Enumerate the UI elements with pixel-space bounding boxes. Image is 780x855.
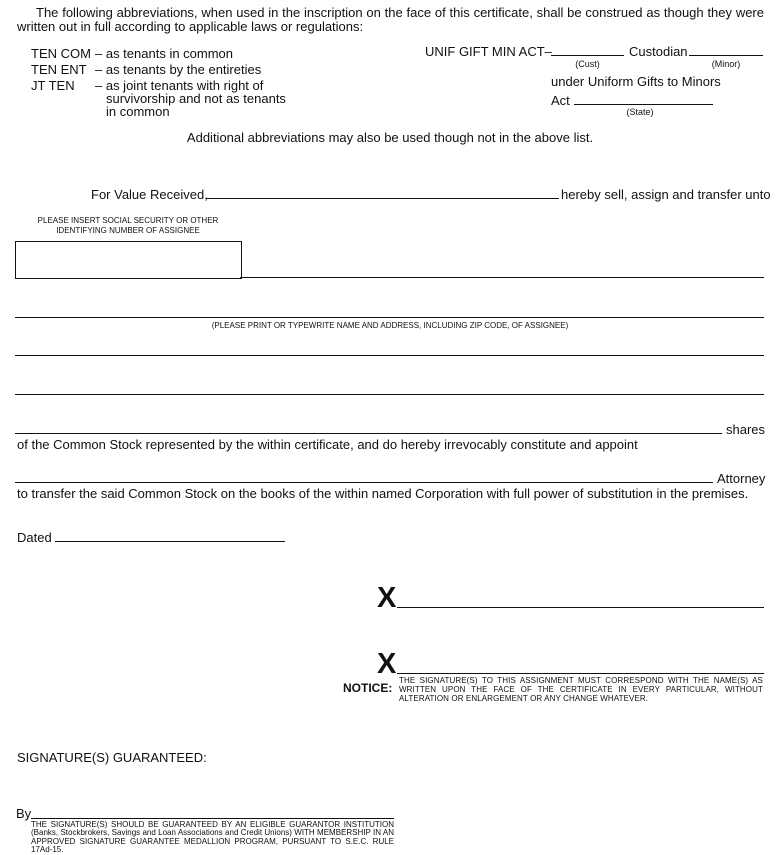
abbr-code-ten-ent: TEN ENT bbox=[31, 62, 87, 77]
signature-x-mark-2: X bbox=[377, 648, 397, 680]
signature-guaranteed-heading: SIGNATURE(S) GUARANTEED: bbox=[17, 750, 207, 765]
abbr-desc-jt-ten-line2: survivorship and not as tenants bbox=[106, 91, 286, 106]
abbr-code-jt-ten: JT TEN bbox=[31, 78, 75, 93]
attorney-field[interactable] bbox=[15, 482, 713, 483]
shares-field[interactable] bbox=[15, 433, 722, 434]
dated-label: Dated bbox=[17, 530, 52, 545]
abbr-desc-ten-ent: – as tenants by the entireties bbox=[95, 62, 262, 77]
abbr-desc-ten-com: – as tenants in common bbox=[95, 46, 234, 61]
minor-caption: (Minor) bbox=[711, 59, 741, 69]
state-caption: (State) bbox=[626, 107, 654, 117]
abbr-code-ten-com: TEN COM bbox=[31, 46, 91, 61]
attorney-label: Attorney bbox=[717, 471, 766, 486]
hereby-sell-label: hereby sell, assign and transfer unto bbox=[561, 187, 771, 202]
additional-abbreviations-note: Additional abbreviations may also be used though not in the above list. bbox=[186, 130, 594, 145]
abbr-desc-jt-ten: – as joint tenants with right of bbox=[95, 78, 264, 93]
common-stock-text: of the Common Stock represented by the within certificate, and do hereby irrevocably constitute and appoint bbox=[17, 437, 638, 452]
assignee-address-line-1[interactable] bbox=[15, 317, 764, 318]
assignee-name-line-1[interactable] bbox=[240, 277, 764, 278]
cust-field[interactable] bbox=[551, 55, 624, 56]
guarantee-requirements-text: THE SIGNATURE(S) SHOULD BE GUARANTEED BY AN ELIGIBLE GUARANTOR INSTITUTION (Banks, Stockbrokers, Savings and Loan Associations and Credit Unions) WITH MEMBERSHIP IN AN APPROVED SIGNATURE GUARANTEE MEDALLION PROGRAM, PURSUANT TO S.E.C. RULE 17Ad-15. bbox=[31, 820, 394, 855]
address-caption: (PLEASE PRINT OR TYPEWRITE NAME AND ADDRESS, INCLUDING ZIP CODE, OF ASSIGNEE) bbox=[211, 321, 569, 330]
under-uniform-gifts-label: under Uniform Gifts to Minors bbox=[551, 74, 721, 89]
act-label: Act bbox=[551, 93, 570, 108]
guarantor-signature-field[interactable] bbox=[31, 818, 394, 819]
ssn-caption-line2: IDENTIFYING NUMBER OF ASSIGNEE bbox=[56, 226, 200, 235]
ssn-input-box[interactable] bbox=[15, 241, 242, 279]
custodian-label: Custodian bbox=[629, 44, 688, 59]
cust-caption: (Cust) bbox=[575, 59, 600, 69]
minor-field[interactable] bbox=[689, 55, 763, 56]
intro-paragraph: The following abbreviations, when used in the inscription on the face of this certificate, shall be construed as though they were written out in full according to applicable laws or regulations: bbox=[17, 5, 764, 34]
abbr-desc-jt-ten-line3: in common bbox=[106, 104, 170, 119]
date-field[interactable] bbox=[55, 541, 285, 542]
signature-field-1[interactable] bbox=[397, 607, 764, 608]
for-value-received-label: For Value Received, bbox=[91, 187, 208, 202]
unif-gift-min-act-label: UNIF GIFT MIN ACT– bbox=[425, 44, 552, 59]
to-transfer-text: to transfer the said Common Stock on the books of the within named Corporation with full power of substitution in the premises. bbox=[17, 486, 749, 501]
assignor-field[interactable] bbox=[206, 198, 559, 199]
state-field[interactable] bbox=[574, 104, 713, 105]
assignee-address-line-3[interactable] bbox=[15, 394, 764, 395]
signature-field-2[interactable] bbox=[397, 673, 764, 674]
signature-x-mark-1: X bbox=[377, 582, 397, 614]
ssn-caption-line1: PLEASE INSERT SOCIAL SECURITY OR OTHER bbox=[37, 216, 219, 225]
by-label: By bbox=[16, 806, 32, 821]
shares-label: shares bbox=[726, 422, 766, 437]
assignee-address-line-2[interactable] bbox=[15, 355, 764, 356]
notice-text: THE SIGNATURE(S) TO THIS ASSIGNMENT MUST CORRESPOND WITH THE NAME(S) AS WRITTEN UPON THE FACE OF THE CERTIFICATE IN EVERY PARTICULAR, WITHOUT ALTERATION OR ENLARGEMENT OR ANY CHANGE WHATEVER. bbox=[399, 676, 763, 703]
notice-label: NOTICE: bbox=[343, 681, 393, 695]
